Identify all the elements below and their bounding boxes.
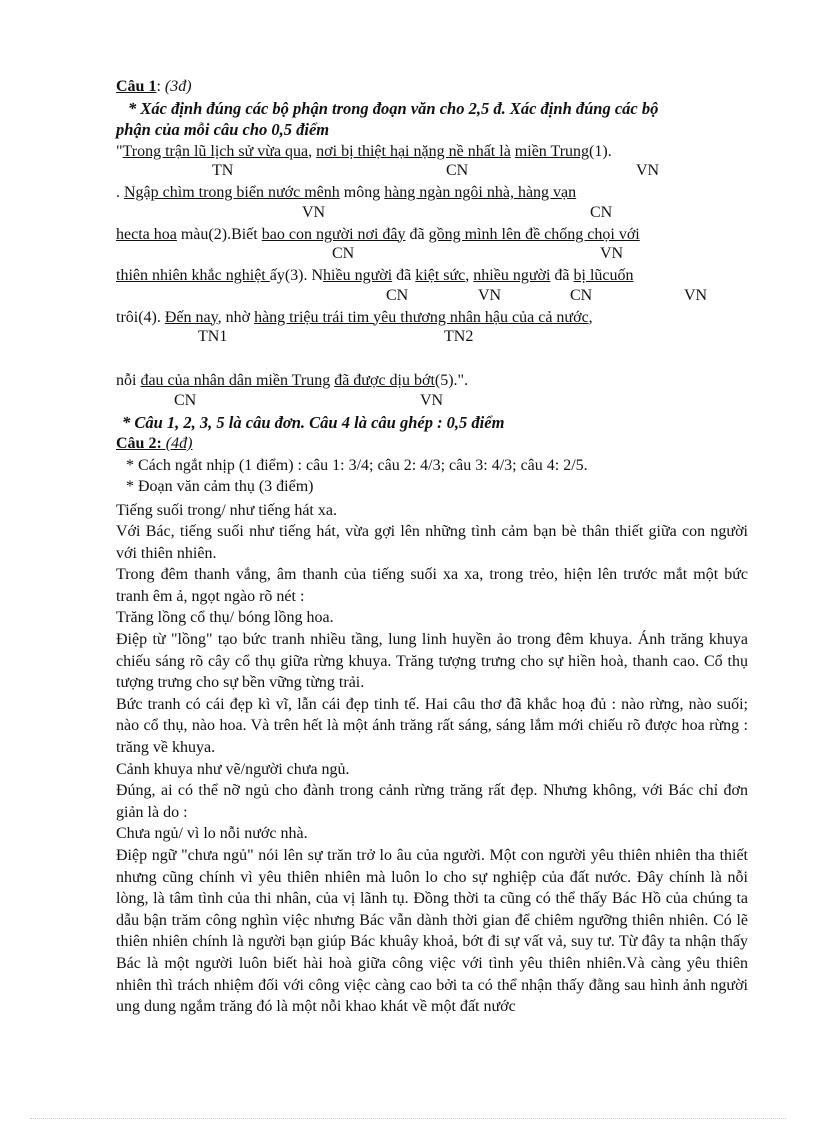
label-tn: TN — [212, 162, 234, 179]
label-cn: CN — [174, 391, 197, 409]
seg-cn: nơi bị thiệt hại nặng nề nhất là — [316, 142, 511, 160]
label-vn: VN — [302, 203, 326, 221]
seg: , nhờ — [217, 308, 255, 326]
seg: . — [116, 184, 124, 201]
seg: màu(2).Biết — [176, 225, 262, 243]
seg: , — [308, 142, 317, 160]
label-row-4 — [116, 287, 756, 307]
seg-cn: đau của nhân dân miền Trung — [140, 372, 331, 389]
seg: , — [465, 267, 474, 284]
essay-paragraph: Điệp từ "lồng" tạo bức tranh nhiều tầng, lung linh huyền ảo trong đêm khuya. Ánh trăng khuya chiếu sáng rõ cây cổ thụ giữa rừng khuya. Trăng tượng trưng cho sự hiền hoà, thanh cao. Cổ thụ tượng trưng cho sự bền vững từng trải. — [116, 631, 748, 692]
seg: đã — [392, 267, 416, 284]
label-vn: VN — [478, 286, 502, 304]
cau1-instruction: * Xác định đúng các bộ phận trong đoạn văn cho 2,5 đ. Xác định đúng các bộ — [128, 98, 659, 118]
cau1-points: (3đ) — [164, 78, 192, 95]
seg-cn: hecta hoa — [116, 225, 177, 243]
seg-vn: đã được dịu bớt — [334, 372, 435, 389]
essay-paragraph: Điệp ngữ "chưa ngủ" nói lên sự trăn trở lo âu của người. Một con người yêu thiên nhiên tha thiết nhưng cũng chính vì yêu thiên nhiên mà luôn lo cho sự nghiệp của đất nước. Đây chính là nỗi lòng, là tâm tình của thi nhân, của vị lãnh tụ. Đồng thời ta cũng có thể thấy Bác Hồ của chúng ta dẫu bận trăm công nghìn việc nhưng Bác vẫn dành thời gian để chiêm ngưỡng thiên nhiên. Có lẽ thiên nhiên chính là người bạn giúp Bác khuây khoả, bớt đi sự vất vả, suy tư. Từ đây ta nhận thấy Bác là một người luôn biết hài hoà giữa công việc với tình yêu thiên nhiên.Và càng yêu thiên nhiên thì trách nhiệm đối với công việc càng cao bởi ta có thể nhận thấy đằng sau hình ảnh người ung dung ngắm trăng đó là một nỗi khao khát về một đất nước — [116, 847, 748, 1016]
analysis-line-6 — [116, 370, 756, 392]
cau1-conclusion: * Câu 1, 2, 3, 5 là câu đơn. Câu 4 là câu ghép : 0,5 điểm — [122, 412, 505, 432]
label-tn1: TN1 — [198, 328, 228, 345]
label-cn: CN — [446, 162, 469, 179]
analysis-line-2 — [116, 182, 756, 204]
essay-paragraph: Trăng lồng cổ thụ/ bóng lồng hoa. — [116, 609, 334, 627]
seg: , — [588, 308, 593, 326]
seg-vn: kiệt sức — [415, 267, 466, 284]
analysis-line-3 — [116, 224, 756, 246]
essay-paragraph: Tiếng suối trong/ như tiếng hát xa. — [116, 501, 337, 519]
seg-tn2: hàng triệu trái tim yêu thương nhân hậu của cả nước — [254, 308, 589, 326]
seg-vn: Ngập chìm trong biển nước mênh — [124, 184, 340, 201]
label-vn: VN — [420, 391, 444, 409]
page-bottom-divider — [30, 1118, 786, 1119]
label-cn: CN — [332, 245, 355, 262]
seg-vn: miền Trung — [514, 142, 590, 160]
seg: nỗi — [116, 372, 141, 389]
essay-paragraph: Đúng, ai có thể nỡ ngủ cho đành trong cảnh rừng trăng rất đẹp. Nhưng không, với Bác chỉ đơn giản là do : — [116, 782, 748, 821]
cau2-points: (4đ) — [161, 435, 193, 452]
label-tn2: TN2 — [444, 328, 474, 345]
seg: mông — [339, 184, 385, 201]
label-row-5 — [116, 328, 756, 348]
seg: (5).". — [434, 372, 469, 389]
document-page — [116, 76, 756, 1018]
essay-body — [116, 500, 748, 1018]
seg: đã — [550, 267, 574, 284]
label-vn: VN — [600, 245, 624, 262]
analysis-line-1 — [116, 141, 756, 163]
essay-paragraph: Trong đêm thanh vắng, âm thanh của tiếng suối xa xa, trong trẻo, hiện lên trước mắt một bức tranh êm ả, ngọt ngào rõ nét : — [116, 566, 748, 605]
label-row-2 — [116, 204, 756, 224]
analysis-line-5 — [116, 307, 756, 329]
essay-paragraph: Chưa ngủ/ vì lo nỗi nước nhà. — [116, 825, 308, 843]
cau1-title: Câu 1 — [116, 78, 157, 95]
cau2-title: Câu 2: — [116, 435, 162, 452]
label-row-3 — [116, 245, 756, 265]
cau2-item-1: * Cách ngắt nhịp (1 điểm) : câu 1: 3/4; câu 2: 4/3; câu 3: 4/3; câu 4: 2/5. — [126, 456, 588, 474]
seg-vn: gồng mình lên đề chống chọi với — [428, 225, 640, 243]
essay-paragraph: Với Bác, tiếng suối như tiếng hát, vừa gợi lên những tình cảm bạn bè thân thiết giữa con người với thiên nhiên. — [116, 523, 748, 562]
seg: " — [116, 142, 123, 160]
essay-paragraph: Bức tranh có cái đẹp kì vĩ, lẫn cái đẹp tinh tế. Hai câu thơ đã khắc hoạ đủ : nào rừng, nào suối; nào cổ thụ, nào hoa. Và trên hết là một ánh trăng rất sáng, sáng lắm mới chiếu rõ được hoa rừng : trăng về khuya. — [116, 695, 748, 757]
seg-tn: Trong trận lũ lịch sử vừa qua — [122, 142, 309, 160]
spacer — [116, 348, 756, 370]
label-cn: CN — [386, 286, 409, 304]
seg-vn: thiên nhiên khắc nghiệt — [116, 267, 270, 284]
cau1-heading — [116, 76, 756, 98]
cau2-item-2: * Đoạn văn cảm thụ (3 điểm) — [126, 478, 314, 495]
analysis-line-4 — [116, 265, 756, 287]
seg: (1). — [589, 142, 612, 160]
label-row-6 — [116, 392, 756, 412]
essay-paragraph: Cảnh khuya như vẽ/người chưa ngủ. — [116, 760, 350, 778]
cau1-colon: : — [156, 78, 165, 95]
cau2-heading — [116, 433, 756, 455]
label-row-1 — [116, 162, 756, 182]
label-vn: VN — [684, 286, 708, 304]
seg-cn: bao con người nơi đây — [261, 225, 406, 243]
label-cn: CN — [570, 286, 593, 304]
seg-tn1: Đến nay — [164, 308, 218, 326]
seg: ấy(3). N — [269, 267, 324, 284]
seg: đã — [405, 225, 429, 243]
seg-cn: hiều người — [323, 267, 393, 284]
label-cn: CN — [590, 203, 613, 221]
seg-vn: bị lũcuốn — [573, 267, 634, 284]
seg-cn: nhiều người — [473, 267, 551, 284]
seg-cn: hàng ngàn ngôi nhà, hàng vạn — [384, 184, 577, 201]
cau1-instruction-cont: phận của mỗi câu cho 0,5 điểm — [116, 120, 330, 139]
label-vn: VN — [636, 162, 660, 179]
seg: trôi(4). — [116, 308, 165, 326]
